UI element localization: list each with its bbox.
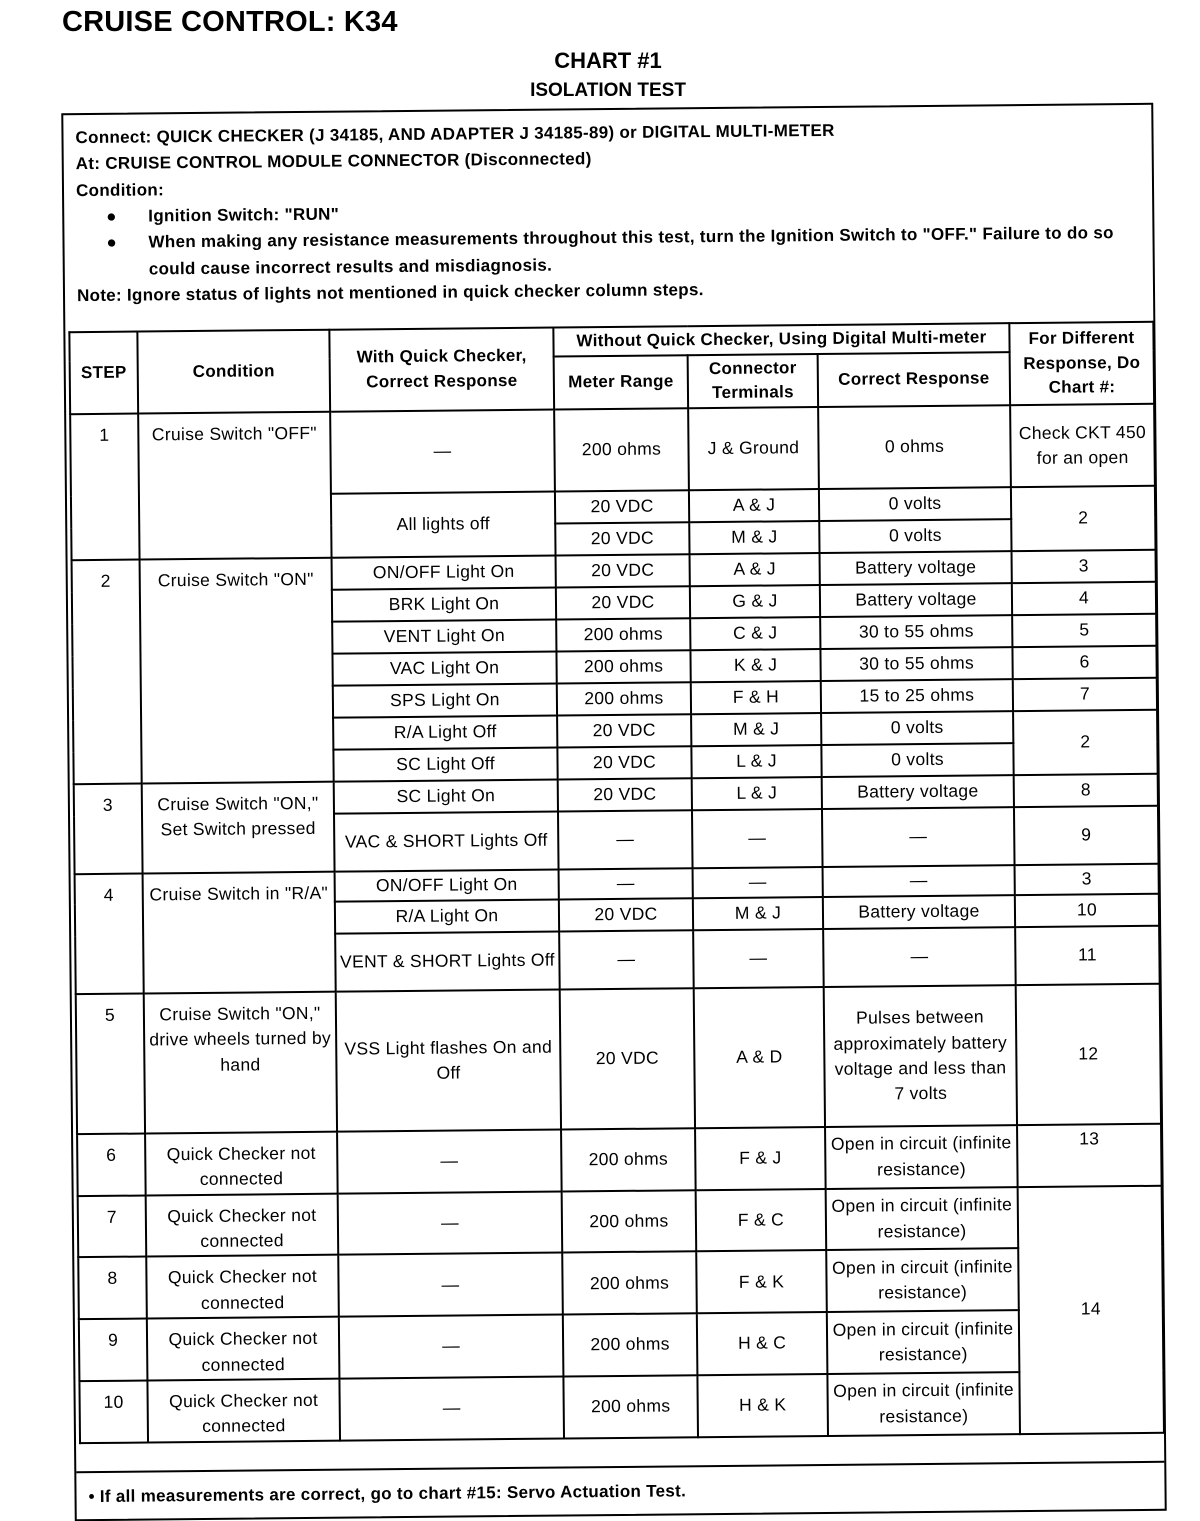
- qc-response: R/A Light Off: [333, 715, 557, 749]
- connector-terminals: F & H: [691, 681, 821, 714]
- chart-reference: 3: [1012, 550, 1156, 583]
- meter-range: 200 ohms: [554, 408, 689, 491]
- connector-terminals: F & K: [696, 1250, 827, 1313]
- meter-range: 200 ohms: [556, 618, 690, 651]
- table-row: [78, 1247, 1163, 1319]
- connector-terminals: K & J: [690, 649, 820, 682]
- meter-range: 20 VDC: [555, 490, 689, 523]
- connector-terminals: —: [693, 929, 824, 988]
- condition-item: ● Ignition Switch: "RUN": [106, 194, 1136, 230]
- chart-reference: 2: [1011, 486, 1156, 551]
- qc-response: VAC & SHORT Lights Off: [334, 811, 559, 871]
- header-meter-range: Meter Range: [554, 355, 689, 410]
- correct-response: Open in circuit (infinite resistance): [826, 1249, 1019, 1313]
- connector-terminals: —: [692, 809, 823, 868]
- chart-reference: 14: [1018, 1185, 1164, 1433]
- correct-response: 30 to 55 ohms: [820, 615, 1012, 649]
- qc-response: ON/OFF Light On: [335, 869, 559, 901]
- meter-range: 200 ohms: [557, 682, 691, 715]
- qc-response: —: [337, 1129, 562, 1193]
- chart-reference: 4: [1012, 582, 1156, 615]
- connector-terminals: H & K: [697, 1374, 828, 1437]
- instructions-block: [75, 115, 1137, 310]
- correct-response: 0 volts: [819, 487, 1011, 521]
- meter-range: 200 ohms: [556, 650, 690, 683]
- correct-response: Battery voltage: [823, 895, 1015, 929]
- chart-reference: 7: [1013, 678, 1157, 711]
- qc-response: ON/OFF Light On: [332, 555, 556, 589]
- meter-range: —: [559, 930, 694, 989]
- correct-response: Battery voltage: [820, 583, 1012, 617]
- qc-response: —: [339, 1376, 564, 1440]
- step-condition: Cruise Switch "ON," drive wheels turned by hand: [144, 992, 337, 1134]
- step-number: 8: [78, 1257, 147, 1319]
- connector-terminals: M & J: [689, 521, 819, 554]
- step-condition: Quick Checker not connected: [145, 1132, 338, 1196]
- table-row: [77, 1124, 1162, 1196]
- correct-response: 0 volts: [821, 711, 1013, 745]
- header-correct-response: Correct Response: [818, 352, 1011, 407]
- step-number: 9: [79, 1319, 148, 1381]
- step-condition: Cruise Switch in "R/A": [143, 872, 336, 994]
- meter-range: 20 VDC: [557, 746, 691, 779]
- step-condition: Quick Checker not connected: [147, 1317, 340, 1381]
- header-step: STEP: [69, 332, 138, 415]
- condition-item: ● When making any resistance measurements throughout this test, turn the Ignition Switch to "OFF." Failure to do so could cause incorrect results and misdiagnosis.: [106, 223, 1114, 279]
- step-number: 2: [72, 559, 142, 784]
- chart-reference: 13: [1017, 1124, 1162, 1187]
- step-condition: Cruise Switch "ON": [140, 558, 334, 784]
- table-row: [79, 1309, 1164, 1381]
- table-row: [76, 984, 1161, 1134]
- step-number: 6: [77, 1133, 146, 1195]
- chart-reference: 6: [1012, 646, 1156, 679]
- meter-range: 200 ohms: [563, 1375, 698, 1438]
- connector-terminals: L & J: [692, 777, 822, 810]
- meter-range: 20 VDC: [558, 778, 692, 811]
- correct-response: —: [822, 807, 1015, 867]
- connector-terminals: C & J: [690, 617, 820, 650]
- footer-note: [88, 1481, 686, 1507]
- at-line: At: CRUISE CONTROL MODULE CONNECTOR (Disconnected): [75, 149, 592, 174]
- qc-response: —: [338, 1253, 563, 1317]
- step-condition: Quick Checker not connected: [146, 1255, 339, 1319]
- condition-label: Condition:: [75, 179, 165, 200]
- header-connector-terminals: Connector Terminals: [688, 354, 819, 409]
- qc-response: VENT Light On: [332, 619, 556, 653]
- chart-title: CHART #1: [554, 48, 662, 73]
- connector-terminals: J & Ground: [688, 407, 819, 490]
- connector-terminals: H & C: [697, 1312, 828, 1375]
- meter-range: 200 ohms: [562, 1190, 697, 1253]
- meter-range: 200 ohms: [562, 1252, 697, 1315]
- connector-terminals: G & J: [690, 585, 820, 618]
- step-number: 10: [79, 1380, 148, 1442]
- page-title: CRUISE CONTROL: K34: [62, 6, 398, 38]
- chart-subtitle: ISOLATION TEST: [530, 80, 686, 101]
- chart-reference: 10: [1015, 894, 1159, 927]
- correct-response: Open in circuit (infinite resistance): [827, 1310, 1020, 1374]
- qc-response: R/A Light On: [335, 899, 559, 933]
- correct-response: 0 volts: [819, 519, 1011, 553]
- isolation-test-table: [68, 321, 1165, 1444]
- meter-range: 20 VDC: [557, 714, 691, 747]
- table-row: [79, 1371, 1164, 1443]
- connector-terminals: M & J: [693, 897, 823, 930]
- connector-terminals: M & J: [691, 713, 821, 746]
- chart-reference: Check CKT 450 for an open: [1010, 404, 1155, 487]
- step-number: 1: [70, 413, 139, 560]
- meter-range: —: [559, 868, 693, 899]
- qc-response: SPS Light On: [333, 683, 557, 717]
- step-condition: Cruise Switch "ON," Set Switch pressed: [142, 782, 335, 874]
- correct-response: 0 ohms: [818, 405, 1011, 489]
- correct-response: 0 volts: [821, 743, 1013, 777]
- step-number: 4: [75, 873, 144, 994]
- step-condition: Cruise Switch "OFF": [138, 412, 331, 560]
- correct-response: 15 to 25 ohms: [821, 679, 1013, 713]
- step-condition: Quick Checker not connected: [146, 1193, 339, 1257]
- meter-range: 20 VDC: [556, 554, 690, 587]
- chart-sheet: [61, 103, 1166, 1521]
- correct-response: Battery voltage: [820, 551, 1012, 585]
- correct-response: —: [823, 927, 1016, 987]
- chart-reference: 2: [1013, 710, 1158, 775]
- header-without-quick-checker: Without Quick Checker, Using Digital Multi-meter: [553, 323, 1009, 356]
- bullet-icon: ●: [106, 233, 118, 253]
- header-condition: Condition: [137, 330, 330, 414]
- connector-terminals: F & J: [695, 1127, 826, 1190]
- correct-response: Pulses between approximately battery voltage and less than 7 volts: [824, 985, 1017, 1127]
- table-row: [70, 404, 1155, 496]
- qc-response: VAC Light On: [332, 651, 556, 685]
- chart-reference: 12: [1016, 984, 1161, 1125]
- condition-list: [76, 194, 1137, 283]
- qc-response: —: [339, 1315, 564, 1379]
- meter-range: 200 ohms: [561, 1128, 696, 1191]
- footer-text: If all measurements are correct, go to chart #15: Servo Actuation Test.: [99, 1481, 687, 1506]
- connector-terminals: A & D: [694, 987, 825, 1128]
- meter-range: 20 VDC: [556, 586, 690, 619]
- chart-reference: 11: [1015, 926, 1160, 985]
- chart-reference: 5: [1012, 614, 1156, 647]
- correct-response: Open in circuit (infinite resistance): [825, 1125, 1018, 1189]
- header-with-quick-checker: With Quick Checker, Correct Response: [329, 328, 554, 412]
- correct-response: —: [823, 865, 1015, 897]
- chart-reference: 3: [1015, 864, 1159, 895]
- meter-range: 20 VDC: [555, 522, 689, 555]
- chart-reference: 9: [1014, 806, 1159, 865]
- header-different-response: For Different Response, Do Chart #:: [1009, 322, 1154, 405]
- qc-response: VSS Light flashes On and Off: [336, 989, 561, 1131]
- correct-response: Open in circuit (infinite resistance): [826, 1187, 1019, 1251]
- chart-reference: 8: [1014, 774, 1158, 807]
- correct-response: 30 to 55 ohms: [820, 647, 1012, 681]
- step-number: 7: [78, 1195, 147, 1257]
- connector-terminals: F & C: [696, 1189, 827, 1252]
- connector-terminals: A & J: [690, 553, 820, 586]
- qc-response: —: [330, 409, 555, 493]
- connector-terminals: —: [693, 867, 823, 898]
- step-number: 3: [74, 783, 143, 874]
- qc-response: SC Light On: [334, 779, 558, 813]
- connector-terminals: A & J: [689, 489, 819, 522]
- connect-line: Connect: QUICK CHECKER (J 34185, AND ADAPTER J 34185-89) or DIGITAL MULTI-METER: [75, 120, 835, 148]
- connector-terminals: L & J: [691, 745, 821, 778]
- meter-range: 200 ohms: [563, 1313, 698, 1376]
- meter-range: —: [558, 810, 693, 869]
- bullet-icon: ●: [106, 206, 117, 226]
- step-number: 5: [76, 993, 145, 1134]
- meter-range: 20 VDC: [559, 898, 693, 931]
- step-condition: Quick Checker not connected: [147, 1379, 340, 1443]
- note-line: Note: Ignore status of lights not mentioned in quick checker column steps.: [76, 280, 704, 306]
- footer-divider: [76, 1461, 1164, 1473]
- qc-response: BRK Light On: [332, 587, 556, 621]
- qc-response: All lights off: [331, 491, 556, 557]
- correct-response: Open in circuit (infinite resistance): [827, 1372, 1020, 1436]
- bullet-icon: •: [88, 1487, 95, 1507]
- table-row: [78, 1185, 1163, 1257]
- correct-response: Battery voltage: [822, 775, 1014, 809]
- qc-response: SC Light Off: [333, 747, 557, 781]
- qc-response: —: [338, 1191, 563, 1255]
- meter-range: 20 VDC: [560, 988, 695, 1129]
- qc-response: VENT & SHORT Lights Off: [335, 931, 560, 991]
